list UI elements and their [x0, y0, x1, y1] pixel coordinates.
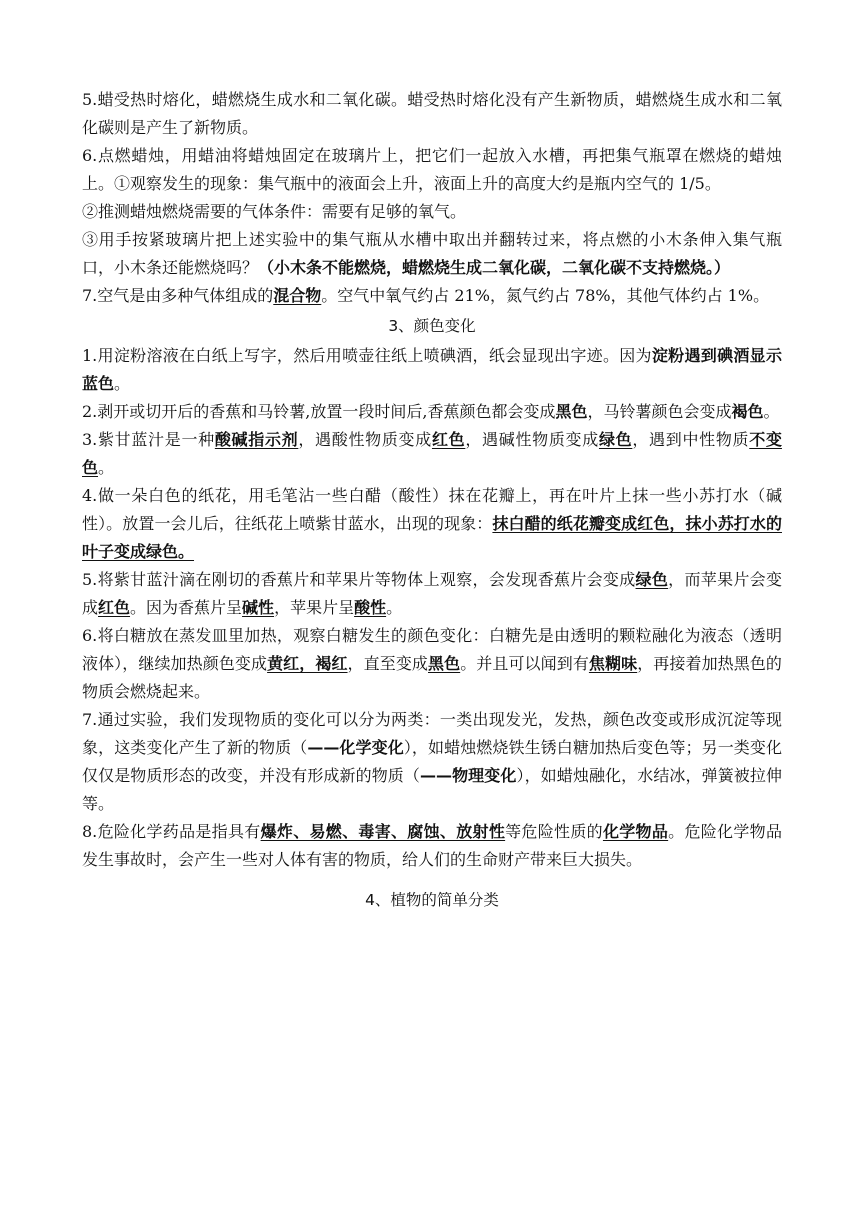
text-run: ），如蜡烛燃烧铁生锈白糖加热后变色等；另一类变化仅仅是物质形态的改变，并没有形成新的物质（ — [82, 738, 782, 785]
paragraph-item-6-candle — [82, 142, 782, 198]
text-run: 8.危险化学药品是指具有 — [82, 822, 261, 841]
text-run: 。 — [98, 458, 115, 477]
text-run: 。并且可以闻到有 — [460, 654, 589, 673]
text-run: ，遇碱性物质变成 — [465, 430, 599, 449]
paragraph-color-3 — [82, 426, 782, 482]
section-heading — [82, 310, 782, 342]
text-run: 等危险性质的 — [505, 822, 603, 841]
text-run: 1.用淀粉溶液在白纸上写字，然后用喷壶往纸上喷碘酒，纸会显现出字迹。因为 — [82, 346, 652, 365]
text-run: 4.做一朵白色的纸花，用毛笔沾一些白醋（酸性）抹在花瓣上，再在叶片上抹一些小苏打水（碱性）。放置一会儿后，往纸花上喷紫甘蓝水，出现的现象： — [82, 486, 782, 533]
section-heading — [82, 874, 782, 916]
key-term-underlined: 红色 — [98, 598, 131, 617]
key-term-underlined: 不变色 — [82, 430, 782, 477]
key-term-underlined: 绿色 — [635, 570, 669, 589]
text-run: 5.将紫甘蓝汁滴在刚切的香蕉片和苹果片等物体上观察，会发现香蕉片会变成 — [82, 570, 636, 589]
paragraph-color-5 — [82, 566, 782, 622]
key-term: ——化学变化 — [307, 738, 404, 757]
key-term-underlined: 碱性 — [242, 598, 275, 617]
key-term-underlined: 黄红，褐红 — [267, 654, 348, 673]
text-run: ，马铃薯颜色会变成 — [587, 402, 732, 421]
key-term: 黑色 — [555, 402, 588, 421]
text-run: 。 — [114, 374, 131, 393]
key-term-underlined: 酸碱指示剂 — [214, 430, 299, 449]
key-term: （小木条不能燃烧，蜡燃烧生成二氧化碳，二氧化碳不支持燃烧。） — [258, 258, 731, 277]
paragraph-color-8 — [82, 818, 782, 874]
key-term-underlined: 酸性 — [354, 598, 387, 617]
text-run: 。 — [386, 598, 403, 617]
paragraph-color-6 — [82, 622, 782, 706]
paragraph-item-6-stick — [82, 226, 782, 282]
text-run: ，直至变成 — [347, 654, 428, 673]
text-run: 3、颜色变化 — [388, 317, 476, 335]
key-term-underlined: 绿色 — [598, 430, 633, 449]
text-run: 5.蜡受热时熔化，蜡燃烧生成水和二氧化碳。蜡受热时熔化没有产生新物质，蜡燃烧生成水和二氧化碳则是产生了新物质。 — [82, 90, 782, 137]
key-term: 淀粉遇到碘酒显示蓝色 — [82, 346, 782, 393]
text-run: 7.通过实验，我们发现物质的变化可以分为两类：一类出现发光，发热，颜色改变或形成沉淀等现象，这类变化产生了新的物质（ — [82, 710, 782, 757]
key-term-underlined: 黑色 — [428, 654, 461, 673]
document-page — [82, 86, 782, 916]
text-run: ，遇到中性物质 — [632, 430, 750, 449]
text-run: ，再接着加热黑色的物质会燃烧起来。 — [82, 654, 782, 701]
text-run: 。危险化学物品发生事故时，会产生一些对人体有害的物质，给人们的生命财产带来巨大损失。 — [82, 822, 782, 869]
key-term: 褐色 — [731, 402, 764, 421]
paragraph-color-4 — [82, 482, 782, 566]
key-term-underlined: 混合物 — [273, 286, 322, 305]
text-run: 6.点燃蜡烛，用蜡油将蜡烛固定在玻璃片上，把它们一起放入水槽，再把集气瓶罩在燃烧的蜡烛上。①观察发生的现象：集气瓶中的液面会上升，液面上升的高度大约是瓶内空气的 1/5。 — [82, 146, 782, 193]
paragraph-item-5-wax — [82, 86, 782, 142]
text-run: 4、植物的简单分类 — [365, 891, 499, 909]
text-run: 6.将白糖放在蒸发皿里加热，观察白糖发生的颜色变化：白糖先是由透明的颗粒融化为液态（透明液体），继续加热颜色变成 — [82, 626, 782, 673]
text-run: ，而苹果片会变成 — [82, 570, 782, 617]
paragraph-color-2 — [82, 398, 782, 426]
key-term: ——物理变化 — [419, 766, 517, 785]
text-run: 7.空气是由多种气体组成的 — [82, 286, 274, 305]
paragraph-color-7 — [82, 706, 782, 818]
paragraph-item-6-infer — [82, 198, 782, 226]
paragraph-item-7-air — [82, 282, 782, 310]
key-term-underlined: 红色 — [431, 430, 466, 449]
text-run: ，苹果片呈 — [274, 598, 355, 617]
key-term-underlined: 焦糊味 — [588, 654, 638, 673]
text-run: 。因为香蕉片呈 — [130, 598, 243, 617]
text-run: 。空气中氧气约占 21%，氮气约占 78%，其他气体约占 1%。 — [321, 286, 770, 305]
text-run: ③用手按紧玻璃片把上述实验中的集气瓶从水槽中取出并翻转过来，将点燃的小木条伸入集气瓶口，小木条还能燃烧吗？ — [82, 230, 782, 277]
key-term-underlined: 爆炸、易燃、毒害、腐蚀、放射性 — [260, 822, 506, 841]
text-run: 3.紫甘蓝汁是一种 — [82, 430, 215, 449]
text-run: ，遇酸性物质变成 — [298, 430, 432, 449]
text-run: 。 — [763, 402, 780, 421]
text-run: ②推测蜡烛燃烧需要的气体条件：需要有足够的氧气。 — [82, 202, 467, 221]
text-run: ），如蜡烛融化，水结冰，弹簧被拉伸等。 — [82, 766, 782, 813]
text-run: 2.剥开或切开后的香蕉和马铃薯,放置一段时间后,香蕉颜色都会变成 — [82, 402, 556, 421]
key-term-underlined: 化学物品 — [602, 822, 669, 841]
key-term-underlined: 抹白醋的纸花瓣变成红色，抹小苏打水的叶子变成绿色。 — [82, 514, 782, 561]
paragraph-color-1 — [82, 342, 782, 398]
